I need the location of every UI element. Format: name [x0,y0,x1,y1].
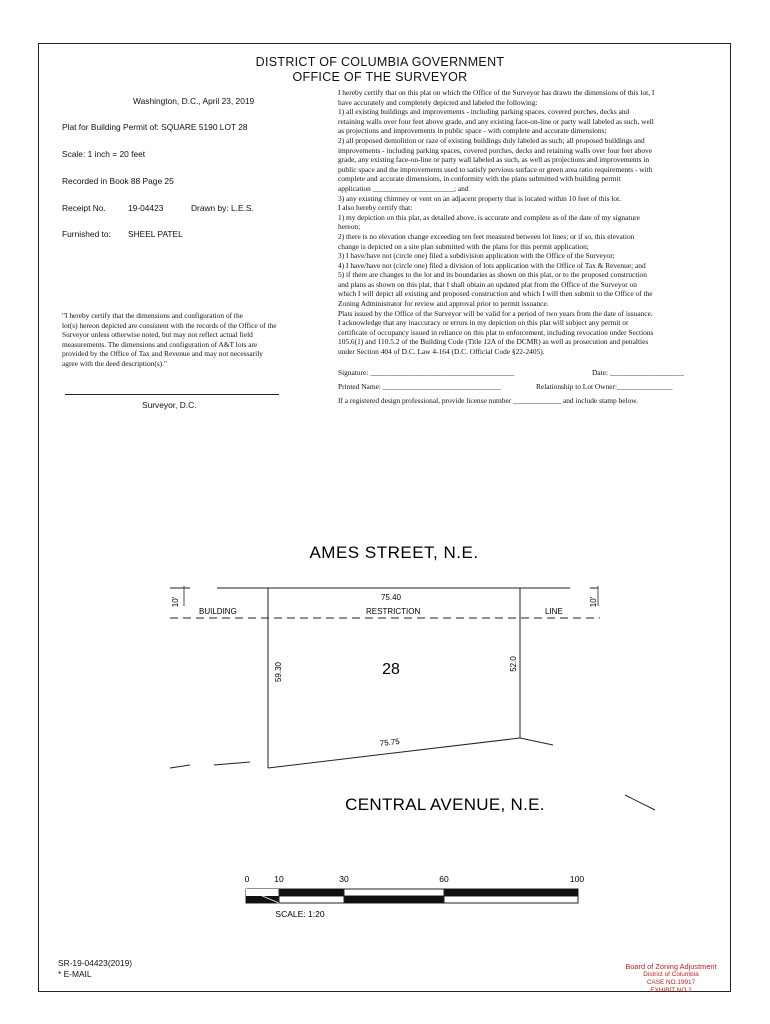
stamp-line: EXHIBIT NO.2 [650,987,692,994]
cert-line: Plats issued by the Office of the Surveyor will be valid for a period of two years from the date of issuance. [338,308,653,318]
dim-top: 75.40 [380,593,402,602]
scale-bar-seg [246,889,279,896]
scale-bar-seg [444,889,578,896]
cert-line: measurements. The dimensions and configuration of A&T lots are [62,339,258,349]
cert-line: and plans as shown on this plat, that I shall obtain an updated plat from the Office of the Surveyor on [338,279,637,289]
agency-title: DISTRICT OF COLUMBIA GOVERNMENT [255,55,505,69]
cert-line: I acknowledge that any inaccuracy or errors in my depiction on this plat will subject any permit or [338,318,629,328]
signature-block [338,368,728,410]
cert-line: grade, any existing face-on-line or party wall labeled as such, as well as projections and improvements in [338,155,650,165]
row-line-bottom-left2 [214,762,250,765]
cert-line: improvements - including parking spaces, covered porches, decks and retaining walls over four feet above [338,145,652,155]
cert-line: 105.6(1) and 110.5.2 of the Building Code (Title 12A of the DCMR) as well as prosecution and penalties [338,337,649,347]
cert-line: which I will depict all existing and proposed construction and which I will then submit to the Office of the [338,289,653,299]
brl-word-line: LINE [545,607,563,616]
cert-line: application ______________________; and [338,183,469,193]
recorded-field: Recorded in Book 88 Page 25 [62,176,174,186]
cert-line: hereon; [338,222,361,232]
zoning-exhibit-stamp [615,962,727,995]
cert-line: 5) if there are changes to the lot and its boundaries as shown on this plat, or to the proposed construction [338,270,647,280]
lot-number: 28 [382,661,400,678]
street-bottom-label: CENTRAL AVENUE, N.E. [345,795,545,814]
cert-line: change is depicted on a site plan submitted with the plans for this permit application; [338,241,589,251]
row-line-bottom-right2 [625,795,655,810]
scale-tick-label: 0 [244,874,250,884]
stamp-line: District of Columbia [643,971,699,978]
signature-field: Signature: _______________________________________ [338,368,515,377]
row-line-bottom-left [170,765,190,768]
sr-number: SR-19-04423(2019) [58,958,133,968]
email-note: * E-MAIL [58,969,92,979]
date-signature-field: Date: ____________________ [592,368,684,377]
cert-line: 3) any existing chimney or vent on an adjacent property that is located within 10 feet of this lot. [338,193,622,203]
drawn-by-field: Drawn by: L.E.S. [191,203,254,213]
cert-line: Zoning Administrator for review and approval prior to permit issuance. [338,299,549,309]
brl-word-restriction: RESTRICTION [366,607,421,616]
owner-certification [338,88,720,357]
cert-line: retaining walls over four feet above grade, and any existing face-on-line or party wall labeled as such, well [338,116,654,126]
cert-line: under Section 404 of D.C. Law 4-164 (D.C. Official Code §22-2405). [338,347,545,357]
row-line-bottom-right [520,738,553,745]
surveyor-signature-line [65,394,279,395]
furnished-to: SHEEL PATEL [128,229,183,239]
scale-label: SCALE: 1:20 [275,909,325,919]
cert-line: lot(s) hereon depicted are consistent with the records of the Office of the [62,320,277,330]
dim-left: 59.30 [274,661,283,683]
cert-line: "I hereby certify that the dimensions and configuration of the [62,311,243,320]
cert-line: complete and accurate dimensions, in conformity with the plans submitted with building permit [338,174,621,184]
printed-name-field: Printed Name: ________________________________ [338,382,501,391]
license-field: If a registered design professional, provide license number _____________ and include stamp below. [338,396,638,405]
plat-drawing [0,520,770,920]
cert-line: public space and the improvements used to satisfy pervious surface or green area ratio requirements - with [338,164,653,174]
date-field: Washington, D.C., April 23, 2019 [133,96,255,106]
scale-tick-label: 60 [439,874,449,884]
scale-tick-label: 30 [339,874,349,884]
cert-line: as projections and improvements in public space - with complete and accurate dimensions; [338,126,607,136]
furnished-label: Furnished to: [62,229,111,239]
cert-line: 2) there is no elevation change exceeding ten feet measured between lot lines; or if so, this elevation [338,231,635,241]
setback-left-label: 10' [171,596,180,608]
cert-line: I also hereby certify that: [338,203,413,213]
cert-line: certificate of occupancy issued in reliance on this plat to enforcement, including revocation under Sections [338,327,654,337]
cert-line: have accurately and completely depicted and labeled the following: [338,97,538,107]
plat-field: Plat for Building Permit of: SQUARE 5190 LOT 28 [62,122,248,132]
cert-line: Surveyor unless otherwise noted, but may not reflect actual field [62,330,253,340]
cert-line: 1) all existing buildings and improvements - including parking spaces, covered porches, decks and [338,107,630,117]
brl-word-building: BUILDING [199,607,237,616]
relationship-field: Relationship to Lot Owner:_______________ [536,382,673,391]
setback-right-label: 10' [589,596,598,608]
office-title: OFFICE OF THE SURVEYOR [292,70,468,84]
receipt-number: 19-04423 [128,203,164,213]
surveyor-certification [62,311,324,369]
cert-line: 1) my depiction on this plat, as detailed above, is accurate and complete as of the date of my signature [338,212,640,222]
scale-bar-seg [279,889,344,896]
cert-line: agree with the deed description(s)." [62,358,168,368]
cert-line: 2) all proposed demolition or raze of existing buildings duly labeled as such; all proposed buildings and [338,135,645,145]
dim-right: 52.0 [509,656,518,672]
stamp-line: Board of Zoning Adjustment [625,962,717,971]
dim-bottom: 75.75 [379,736,401,749]
receipt-label: Receipt No. [62,203,106,213]
stamp-line: CASE NO.19917 [646,979,696,986]
scale-field: Scale: 1 inch = 20 feet [62,149,146,159]
surveyor-signature-label: Surveyor, D.C. [142,400,197,410]
scale-tick-label: 10 [274,874,284,884]
cert-line: provided by the Office of Tax and Revenue and may not necessarily [62,349,263,359]
cert-line: 4) I have/have not (circle one) filed a division of lots application with the Office of Tax & Revenue; and [338,260,646,270]
scale-bar-seg [246,896,279,903]
street-top-label: AMES STREET, N.E. [309,543,479,562]
cert-line: 3) I have/have not (circle one) filed a subdivision application with the Office of the Surveyor; [338,251,615,261]
scale-tick-label: 100 [569,874,585,884]
cert-line: I hereby certify that on this plat on which the Office of the Surveyor has drawn the dimensions of this lot, I [338,88,655,97]
scale-bar [246,889,578,903]
scale-bar-seg [344,896,444,903]
